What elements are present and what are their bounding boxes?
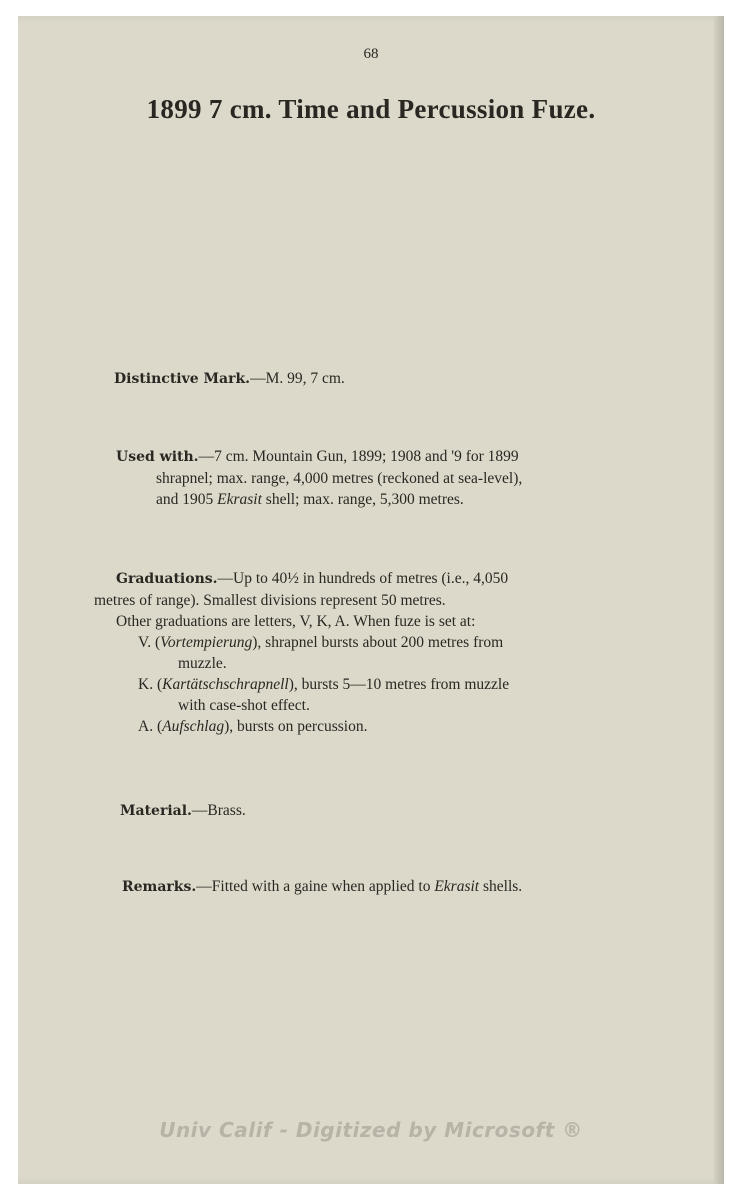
page-edge-shadow	[714, 16, 724, 1184]
used-with-italic: Ekrasit	[217, 491, 262, 508]
graduation-text: K. (	[138, 676, 163, 693]
digitization-watermark: Univ Calif - Digitized by Microsoft ®	[159, 1118, 583, 1142]
graduation-v-cont: muzzle.	[178, 655, 227, 672]
material-text: —Brass.	[191, 802, 246, 819]
used-with-text: shell; max. range, 5,300 metres.	[261, 491, 464, 508]
used-with-line	[116, 489, 706, 510]
material-section	[120, 800, 246, 822]
graduations-section	[94, 568, 706, 737]
page-number: 68	[363, 46, 379, 62]
distinctive-mark-text: —M. 99, 7 cm.	[250, 370, 345, 387]
graduation-italic: Kartätschschrapnell	[162, 676, 289, 693]
graduation-text: ), bursts on percussion.	[224, 718, 368, 735]
graduation-text: ), shrapnel bursts about 200 metres from	[252, 634, 504, 651]
graduation-a	[94, 716, 706, 737]
graduations-label: Graduations.	[116, 571, 218, 587]
graduations-line: Other graduations are letters, V, K, A. When fuze is set at:	[116, 613, 476, 630]
graduation-text: A. (	[138, 718, 163, 735]
used-with-text: —7 cm. Mountain Gun, 1899; 1908 and '9 for 1899	[198, 448, 519, 465]
book-page	[18, 16, 724, 1184]
graduation-k-cont: with case-shot effect.	[178, 697, 310, 714]
graduations-line	[94, 568, 706, 590]
used-with-text: and 1905	[156, 491, 218, 508]
used-with-section	[116, 446, 706, 510]
used-with-line	[116, 468, 706, 489]
material-label: Material.	[120, 803, 192, 819]
distinctive-mark-section	[114, 368, 345, 390]
remarks-text: —Fitted with a gaine when applied to	[196, 878, 435, 895]
remarks-section	[122, 876, 522, 898]
graduations-line: metres of range). Smallest divisions represent 50 metres.	[94, 592, 446, 609]
remarks-label: Remarks.	[122, 879, 197, 895]
graduation-v	[94, 632, 706, 653]
graduation-k	[94, 674, 706, 695]
page-title: 1899 7 cm. Time and Percussion Fuze.	[146, 94, 596, 124]
used-with-label: Used with.	[116, 449, 199, 465]
used-with-line	[116, 446, 706, 468]
graduation-text: V. (	[138, 634, 161, 651]
distinctive-mark-label: Distinctive Mark.	[114, 371, 251, 387]
graduation-italic: Aufschlag	[162, 718, 225, 735]
graduation-text: ), bursts 5—10 metres from muzzle	[288, 676, 510, 693]
graduations-text: —Up to 40½ in hundreds of metres (i.e., 4,050	[217, 570, 509, 587]
remarks-italic: Ekrasit	[434, 878, 480, 895]
graduation-italic: Vortempierung	[160, 634, 253, 651]
used-with-text: shrapnel; max. range, 4,000 metres (reckoned at sea-level),	[156, 470, 523, 487]
remarks-text: shells.	[479, 878, 523, 895]
